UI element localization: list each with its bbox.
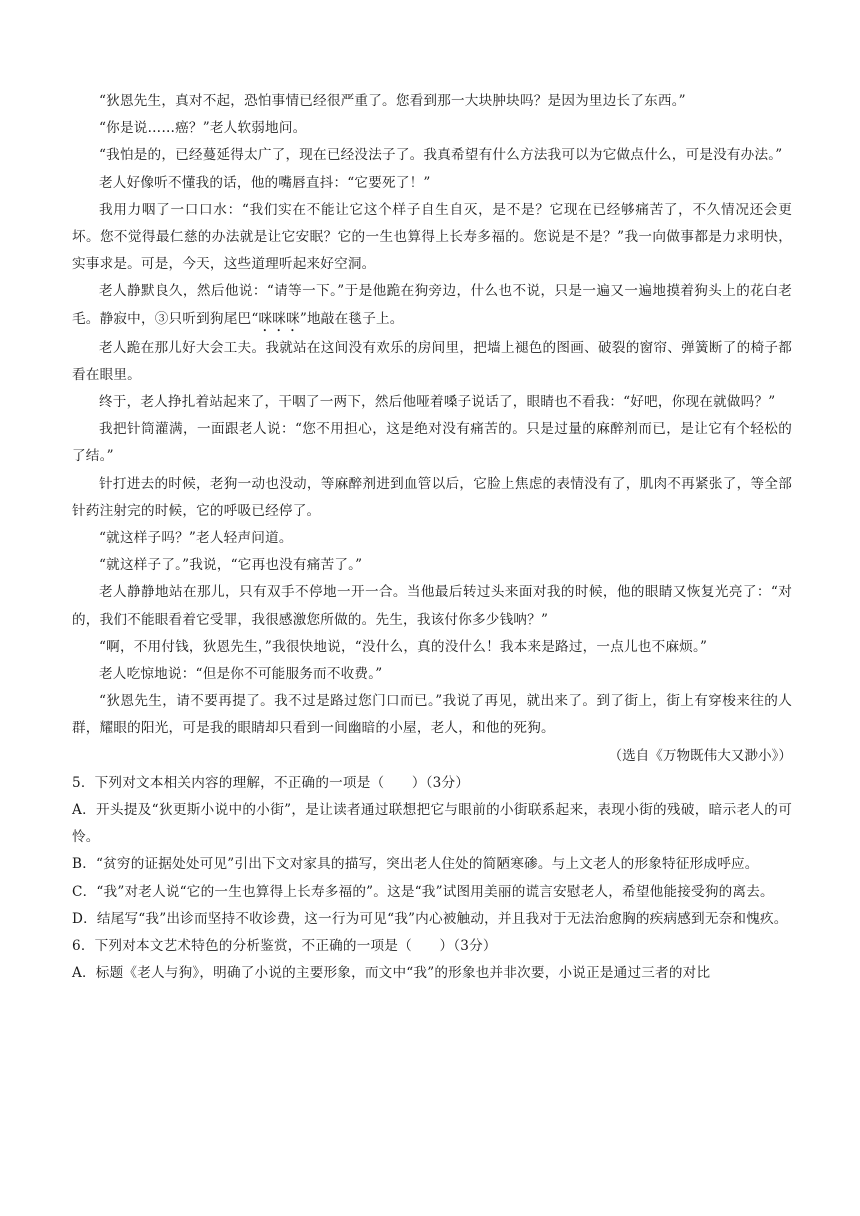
story-paragraph: “狄恩先生，真对不起，恐怕事情已经很严重了。您看到那一大块肿块吗？是因为里边长了东西。” [99, 93, 686, 109]
story-paragraph: 我把针筒灌满，一面跟老人说：“您不用担心，这是绝对没有痛苦的。只是过量的麻醉剂而已，是让它有个轻松的了结。” [72, 421, 792, 465]
story-paragraph: 针打进去的时候，老狗一动也没动，等麻醉剂进到血管以后，它脸上焦虑的表情没有了，肌肉不再紧张了，等全部针药注射完的时候，它的呼吸已经停了。 [72, 475, 792, 519]
story-paragraph: “就这样子了。”我说，“它再也没有痛苦了。” [99, 557, 363, 574]
question-6-option-a: A．标题《老人与狗》，明确了小说的主要形象，而文中“我”的形象也并非次要，小说正是通过三者的对比 [72, 965, 711, 982]
question-5-option-c: C．“我”对老人说“它的一生也算得上长寿多福的”。这是“我”试图用美丽的谎言安慰老人，希望他能接受狗的离去。 [72, 883, 774, 900]
exam-page [72, 88, 792, 988]
question-6-stem: 6．下列对本文艺术特色的分析鉴赏，不正确的一项是（ ）（3分） [72, 938, 497, 955]
story-paragraph: “狄恩先生，请不要再提了。我不过是路过您门口而已。”我说了再见，就出来了。到了街上，街上有穿梭来往的人群，耀眼的阳光，可是我的眼睛却只看到一间幽暗的小屋，老人，和他的死狗。 [72, 693, 792, 737]
story-paragraph: “我怕是的，已经蔓延得太广了，现在已经没法子了。我真希望有什么方法我可以为它做点什么，可是没有办法。” [99, 147, 783, 164]
story-paragraph: “啊，不用付钱，狄恩先生，”我很快地说，“没什么，真的没什么！我本来是路过，一点儿也不麻烦。” [99, 638, 708, 655]
story-paragraph: 老人跪在那儿好大会工夫。我就站在这间没有欢乐的房间里，把墙上褪色的图画、破裂的窗帘、弹簧断了的椅子都看在眼里。 [72, 339, 792, 383]
question-5-option-a: A．开头提及“狄更斯小说中的小街”，是让读者通过联想把它与眼前的小街联系起来，表现小街的残破，暗示老人的可怜。 [72, 802, 792, 846]
story-paragraph: 老人静静地站在那儿，只有双手不停地一开一合。当他最后转过头来面对我的时候，他的眼睛又恢复光亮了：“对的，我们不能眼看着它受罪，我很感激您所做的。先生，我该付你多少钱呐？” [72, 584, 792, 628]
story-paragraph: 老人吃惊地说：“但是你不可能服务而不收费。” [99, 666, 383, 683]
story-paragraph: 终于，老人挣扎着站起来了，干咽了一两下，然后他哑着嗓子说话了，眼睛也不看我：“好吧，你现在就做吗？” [99, 394, 776, 411]
question-5-option-d: D．结尾写“我”出诊而坚持不收诊费，这一行为可见“我”内心被触动，并且我对于无法治愈胸的疾病感到无奈和愧疚。 [72, 910, 788, 927]
emphasized-onomatopoeia: “咪咪咪” [251, 310, 308, 327]
story-paragraph: 我用力咽了一口口水：“我们实在不能让它这个样子自生自灭，是不是？它现在已经够痛苦了，不久情况还会更坏。您不觉得最仁慈的办法就是让它安眠？它的一生也算得上长寿多福的。您说是不是？”我一向做事都是力求明快，实事求是。可是，今天，这些道理听起来好空洞。 [72, 201, 792, 273]
story-paragraph-marked [72, 278, 792, 334]
question-5-stem: 5．下列对文本相关内容的理解，不正确的一项是（ ）（3分） [72, 774, 470, 791]
question-5-option-b: B．“贫穷的证据处处可见”引出下文对家具的描写，突出老人住处的简陋寒碜。与上文老人的形象特征形成呼应。 [72, 856, 759, 873]
story-paragraph: 老人好像听不懂我的话，他的嘴唇直抖：“它要死了！” [99, 174, 431, 191]
story-text: 地敲在毯子上。 [307, 310, 404, 327]
story-paragraph: “你是说……癌？”老人软弱地问。 [99, 120, 307, 137]
story-text: 老人静默良久，然后他说：“请等一下。”于是他跪在狗旁边，什么也不说，只是一遍又一遍地摸着狗头上的花白老毛。静寂中，③只听到狗尾巴 [72, 283, 792, 327]
story-paragraph: “就这样子吗？”老人轻声问道。 [99, 530, 293, 547]
source-citation: （选自《万物既伟大又渺小》） [608, 747, 792, 764]
